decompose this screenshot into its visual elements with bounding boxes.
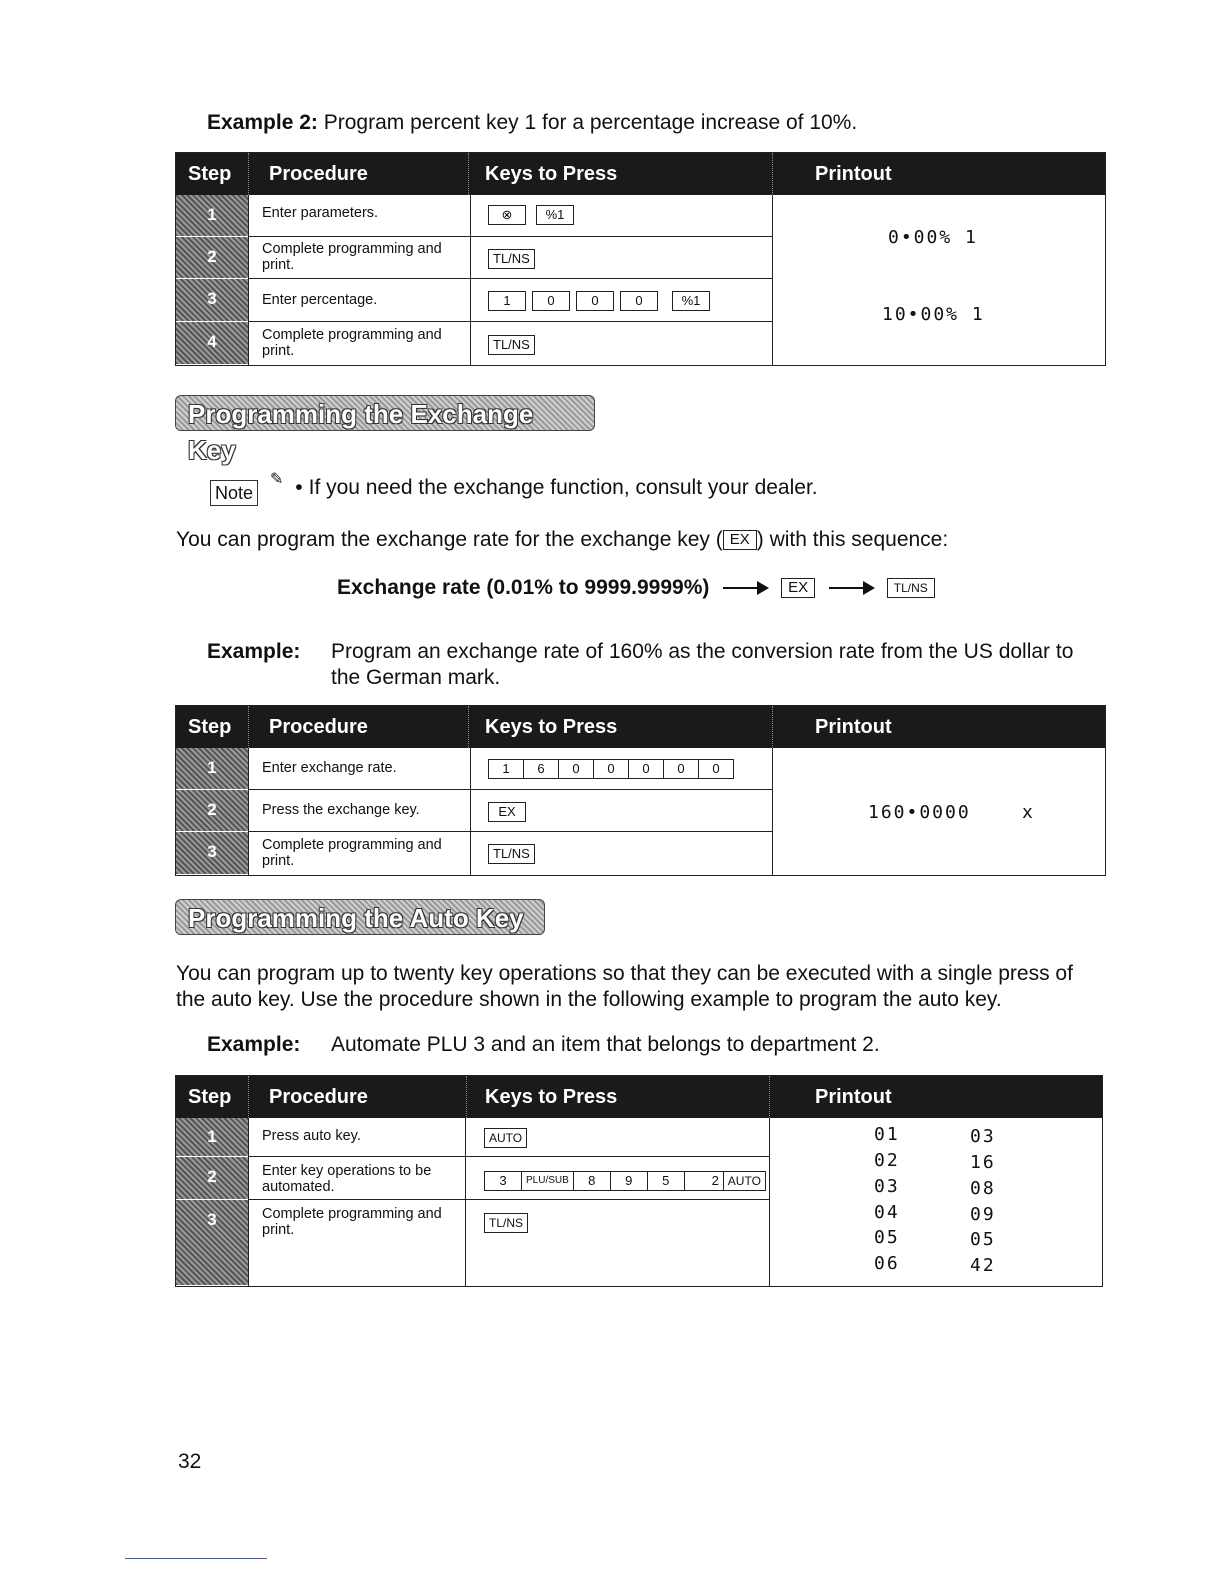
section-title-exchange: Programming the Exchange Key — [175, 395, 595, 431]
keys-cell — [488, 802, 526, 822]
note-badge: Note — [210, 480, 258, 506]
pencil-icon: ✎ — [270, 471, 284, 488]
header-step: Step — [188, 716, 232, 738]
key-cap: ⊗ — [488, 205, 526, 225]
printout-cell: 05 — [970, 1229, 996, 1250]
arrow-right-icon — [829, 587, 873, 589]
printout-cell: 16 — [970, 1152, 996, 1173]
key-cap: TL/NS — [887, 578, 935, 598]
keys-cell — [484, 1128, 527, 1148]
key-cap: TL/NS — [488, 844, 535, 864]
arrow-right-icon — [723, 587, 767, 589]
printout-cell: 06 — [874, 1253, 900, 1274]
procedure-text: Complete programming and print. — [262, 241, 442, 273]
step-badge: 3 — [176, 832, 248, 875]
key-cap: 1 — [488, 291, 526, 311]
key-cap: %1 — [536, 205, 574, 225]
printout-line: 0•00% 1 — [888, 227, 978, 248]
procedure-text: Complete programming and print. — [262, 837, 442, 869]
key-cap: TL/NS — [488, 335, 535, 355]
key-cap: %1 — [672, 291, 710, 311]
exchange-intro: You can program the exchange rate for the exchange key ( EX ) with this sequence: — [176, 528, 949, 551]
auto-intro: You can program up to twenty key operations so that they can be executed with a single press of the auto key. Use the procedure shown in the following example to program the auto key. — [176, 962, 1073, 1011]
table-header — [176, 1076, 1102, 1118]
example-label: Example: — [207, 640, 301, 663]
step-badge: 2 — [176, 1157, 248, 1200]
printout-line: 160•0000 x — [868, 802, 1035, 823]
procedure-text: Press the exchange key. — [262, 802, 420, 818]
procedure-text: Enter key operations to be automated. — [262, 1163, 432, 1195]
printout-cell: 42 — [970, 1255, 996, 1276]
printout-cell: 02 — [874, 1150, 900, 1171]
header-procedure: Procedure — [248, 706, 368, 748]
printout-cell: 09 — [970, 1204, 996, 1225]
key-cap: EX — [781, 578, 815, 598]
header-printout: Printout — [772, 153, 892, 195]
printout-cell: 01 — [874, 1124, 900, 1145]
printout-cell: 05 — [874, 1227, 900, 1248]
key-cap: 0 — [629, 759, 664, 779]
exchange-sequence — [337, 575, 935, 601]
step-badge: 3 — [176, 279, 248, 322]
header-step: Step — [188, 1086, 232, 1108]
example-label: Example: — [207, 1033, 301, 1056]
key-cap: 0 — [620, 291, 658, 311]
key-cap: AUTO — [484, 1128, 527, 1148]
key-cap: 0 — [594, 759, 629, 779]
keys-cell — [488, 205, 574, 225]
step-badge: 1 — [176, 195, 248, 237]
table-header — [176, 706, 1105, 748]
example2-label: Example 2: — [207, 111, 318, 134]
printout-cell: 03 — [970, 1126, 996, 1147]
header-procedure: Procedure — [248, 153, 368, 195]
page-number: 32 — [178, 1450, 202, 1473]
auto-key-table — [175, 1075, 1103, 1287]
header-printout: Printout — [772, 706, 892, 748]
key-cap: 3 — [484, 1171, 522, 1191]
key-cap: 0 — [559, 759, 594, 779]
key-cap: EX — [488, 802, 526, 822]
note-text: If you need the exchange function, consult your dealer. — [308, 476, 818, 499]
keys-cell — [488, 291, 710, 311]
header-keys: Keys to Press — [468, 706, 617, 748]
keys-cell — [488, 335, 535, 355]
procedure-text: Complete programming and print. — [262, 327, 442, 359]
step-badge: 2 — [176, 237, 248, 279]
step-badge: 2 — [176, 790, 248, 832]
key-cap: AUTO — [724, 1171, 766, 1191]
printout-cell: 04 — [874, 1202, 900, 1223]
percent-key-table — [175, 152, 1106, 366]
step-badge: 3 — [176, 1200, 248, 1286]
procedure-text: Enter parameters. — [262, 205, 379, 221]
keys-cell — [488, 844, 535, 864]
key-cap: TL/NS — [488, 249, 535, 269]
procedure-text: Complete programming and print. — [262, 1206, 442, 1238]
key-cap: EX — [723, 530, 757, 550]
note-line: ✎ • If you need the exchange function, consult your dealer. — [270, 471, 818, 499]
keys-cell — [484, 1213, 528, 1233]
keys-cell — [484, 1171, 766, 1191]
procedure-text: Enter exchange rate. — [262, 760, 397, 776]
section-title-auto: Programming the Auto Key — [175, 899, 545, 935]
step-badge: 1 — [176, 748, 248, 790]
footer-rule — [125, 1558, 267, 1559]
table-header — [176, 153, 1105, 195]
keys-cell — [488, 759, 734, 779]
key-cap: TL/NS — [484, 1213, 528, 1233]
key-cap: 0 — [664, 759, 699, 779]
example2-line — [207, 110, 857, 136]
example-text: Program an exchange rate of 160% as the conversion rate from the US dollar to the German mark. — [331, 640, 1074, 689]
key-cap: 0 — [576, 291, 614, 311]
key-cap: PLU/SUB — [522, 1171, 574, 1191]
header-keys: Keys to Press — [466, 1076, 617, 1118]
sequence-text: Exchange rate (0.01% to 9999.9999%) — [337, 576, 710, 599]
keys-cell — [488, 249, 535, 269]
header-keys: Keys to Press — [468, 153, 617, 195]
exchange-table — [175, 705, 1106, 876]
example-text: Automate PLU 3 and an item that belongs to department 2. — [331, 1033, 880, 1056]
key-cap: 5 — [648, 1171, 685, 1191]
step-badge: 4 — [176, 322, 248, 365]
header-step: Step — [188, 163, 232, 185]
header-printout: Printout — [769, 1076, 892, 1118]
printout-cell: 03 — [874, 1176, 900, 1197]
header-procedure: Procedure — [248, 1076, 368, 1118]
key-cap: 9 — [611, 1171, 648, 1191]
example2-text: Program percent key 1 for a percentage increase of 10%. — [323, 111, 858, 134]
key-cap: 0 — [699, 759, 734, 779]
key-cap: 0 — [532, 291, 570, 311]
key-cap: 2 — [685, 1171, 724, 1191]
step-badge: 1 — [176, 1118, 248, 1157]
key-cap: 1 — [488, 759, 524, 779]
procedure-text: Enter percentage. — [262, 292, 378, 308]
key-cap: 6 — [524, 759, 559, 779]
procedure-text: Press auto key. — [262, 1128, 361, 1144]
key-cap: 8 — [574, 1171, 611, 1191]
printout-cell: 08 — [970, 1178, 996, 1199]
printout-line: 10•00% 1 — [882, 304, 985, 325]
